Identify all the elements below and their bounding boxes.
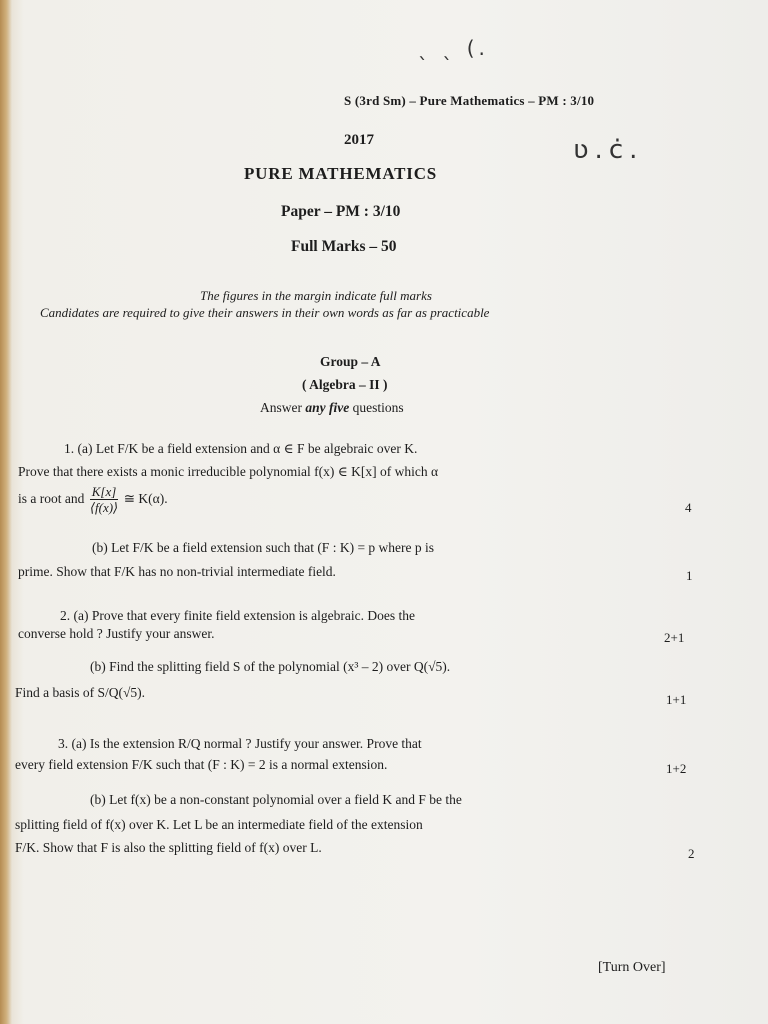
group-subtitle: ( Algebra – II ) bbox=[302, 377, 388, 392]
group-title: Group – A bbox=[320, 354, 381, 369]
q1b-marks: 1 bbox=[686, 568, 693, 583]
paper-code: S (3rd Sm) – Pure Mathematics – PM : 3/10 bbox=[344, 93, 595, 108]
q1a-marks: 4 bbox=[685, 500, 692, 515]
q2a-marks: 2+1 bbox=[664, 630, 685, 645]
q1b-line1: (b) Let F/K be a field extension such that (F : K) = p where p is bbox=[92, 540, 435, 555]
instruction-own-words: Candidates are required to give their answers in their own words as far as practicable bbox=[40, 305, 490, 320]
fraction-numerator: K[x] bbox=[91, 484, 117, 499]
fraction-denominator: ⟨f(x)⟩ bbox=[89, 500, 119, 515]
q2b-line1: (b) Find the splitting field S of the polynomial (x³ – 2) over Q(√5). bbox=[90, 659, 451, 674]
q3b-marks: 2 bbox=[688, 846, 695, 861]
quotient-fraction bbox=[90, 484, 119, 516]
q2a-line1: 2. (a) Prove that every finite field extension is algebraic. Does the bbox=[60, 608, 416, 623]
q1a-line3 bbox=[18, 484, 168, 516]
q2a-line2: converse hold ? Justify your answer. bbox=[18, 626, 215, 641]
q3b-line1: (b) Let f(x) be a non-constant polynomial over a field K and F be the bbox=[90, 792, 462, 807]
handwritten-mark-top: ˎ ˎ (. bbox=[418, 36, 489, 60]
q3b-line3: F/K. Show that F is also the splitting field of f(x) over L. bbox=[15, 840, 322, 855]
q1b-line2: prime. Show that F/K has no non-trivial intermediate field. bbox=[18, 564, 336, 579]
q3a-marks: 1+2 bbox=[666, 761, 687, 776]
q1a-line2: Prove that there exists a monic irreducible polynomial f(x) ∈ K[x] of which α bbox=[18, 464, 439, 479]
q3b-line2: splitting field of f(x) over K. Let L be an intermediate field of the extension bbox=[15, 817, 423, 832]
paper-number: Paper – PM : 3/10 bbox=[281, 203, 401, 220]
answer-instruction bbox=[260, 400, 404, 416]
q1a-line3-post: ≅ K(α). bbox=[123, 491, 168, 507]
answer-prefix: Answer bbox=[260, 400, 306, 415]
q1a-line3-pre: is a root and bbox=[18, 491, 85, 507]
exam-year: 2017 bbox=[344, 132, 374, 148]
answer-suffix: questions bbox=[349, 400, 404, 415]
q2b-line2: Find a basis of S/Q(√5). bbox=[15, 685, 146, 700]
full-marks: Full Marks – 50 bbox=[291, 238, 397, 255]
answer-emphasis: any five bbox=[305, 400, 350, 415]
turn-over-note: [Turn Over] bbox=[598, 960, 666, 975]
handwritten-mark-side: ʋ.ċ. bbox=[573, 135, 644, 165]
q3a-line2: every field extension F/K such that (F : K) = 2 is a normal extension. bbox=[15, 757, 388, 772]
subject-title: PURE MATHEMATICS bbox=[244, 164, 438, 183]
q1a-line1: 1. (a) Let F/K be a field extension and α ∈ F be algebraic over K. bbox=[64, 441, 418, 456]
q2b-marks: 1+1 bbox=[666, 692, 687, 707]
page-edge-shadow bbox=[0, 0, 12, 1024]
instruction-margin: The figures in the margin indicate full marks bbox=[200, 288, 432, 303]
q3a-line1: 3. (a) Is the extension R/Q normal ? Justify your answer. Prove that bbox=[58, 736, 422, 751]
